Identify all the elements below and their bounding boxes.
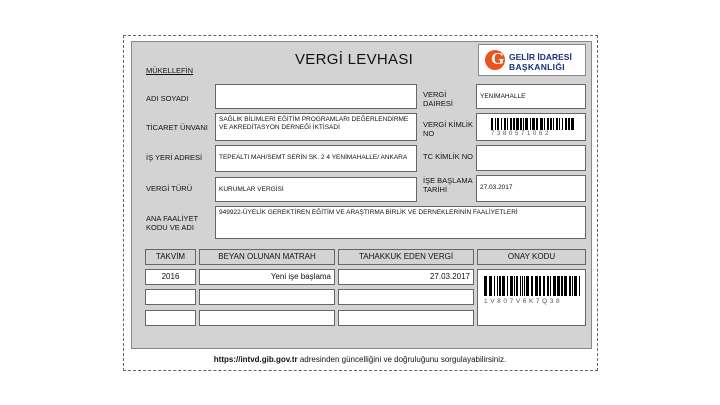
field-ticaret-unvani: SAĞLIK BİLİMLERİ EĞİTİM PROGRAMLARI DEĞERLENDİRME VE AKREDİTASYON DERNEĞİ İKTİSADİ: [215, 113, 417, 141]
barcode-bar: [520, 276, 521, 296]
field-vergi-turu: KURUMLAR VERGİSİ: [215, 177, 417, 202]
label-vergi-dairesi: VERGİ DAİRESİ: [423, 90, 454, 108]
table-cell-takvim: 2016: [145, 269, 196, 285]
barcode-bar: [507, 118, 508, 130]
label-adi-soyadi: ADI SOYADI: [146, 94, 189, 103]
barcode-bar: [572, 276, 573, 296]
barcode-bar: [562, 118, 563, 130]
footer-note: [0, 355, 720, 364]
barcode-bar: [543, 276, 545, 296]
barcode-bar: [495, 118, 496, 130]
gib-logo-letter: G: [491, 49, 505, 68]
barcode-bar: [499, 276, 501, 296]
barcode-bar: [564, 276, 567, 296]
barcode-bar: [501, 118, 502, 130]
barcode-bar: [569, 276, 571, 296]
barcode-bar: [502, 276, 505, 296]
barcode-bar: [553, 276, 556, 296]
barcode-bar: [539, 276, 541, 296]
barcode-bar: [544, 118, 545, 130]
onay-kodu-digits: 1 V 8 0 7 V 6 K 7 Q 3 8: [484, 298, 561, 305]
label-ise-baslama-tarihi: İŞE BAŞLAMA TARİHİ: [423, 176, 473, 194]
onay-kodu-barcode: [477, 269, 586, 326]
gib-logo: [478, 44, 586, 76]
footer-url[interactable]: https://intvd.gib.gov.tr: [213, 355, 298, 364]
field-is-yeri-adresi: TEPEALTI MAH/SEMT SERİN SK. 2 4 YENİMAHALLE/ ANKARA: [215, 145, 417, 172]
barcode-bar: [497, 276, 498, 296]
barcode-bar: [532, 118, 535, 130]
barcode-bar: [516, 276, 518, 296]
barcode-bar: [494, 276, 495, 296]
label-tc-kimlik-no: TC KİMLİK NO: [423, 152, 474, 161]
footer-text: adresinden güncelliğini ve doğruluğunu sorgulayabilirsiniz.: [297, 355, 507, 364]
barcode-bar: [520, 118, 522, 130]
barcode-bar: [568, 118, 570, 130]
barcode-bar: [553, 118, 554, 130]
barcode-bar: [550, 276, 551, 296]
barcode-bar: [513, 118, 515, 130]
barcode-bar: [565, 118, 567, 130]
barcode-bar: [510, 276, 513, 296]
field-ise-baslama-tarihi: 27.03.2017: [476, 175, 586, 202]
barcode-bar: [522, 276, 523, 296]
label-vergi-turu: VERGİ TÜRÜ: [146, 184, 193, 193]
barcode-bar: [484, 276, 487, 296]
barcode-bar: [526, 276, 529, 296]
table-cell-tahakkuk: 27.03.2017: [338, 269, 474, 285]
header-beyan-matrah: BEYAN OLUNAN MATRAH: [199, 249, 335, 265]
barcode-bar: [525, 118, 528, 130]
taxpayer-heading: MÜKELLEFİN: [146, 66, 194, 75]
barcode-bar: [491, 118, 493, 130]
barcode-bar: [579, 276, 580, 296]
table-cell-matrah: [199, 310, 335, 326]
barcode-bar: [497, 118, 499, 130]
barcode-bar: [523, 118, 524, 130]
label-is-yeri-adresi: İŞ YERİ ADRESİ: [146, 153, 203, 162]
label-ana-faaliyet: ANA FAALİYET KODU VE ADI: [146, 214, 198, 232]
vkn-barcode: [476, 113, 586, 141]
table-cell-takvim: [145, 310, 196, 326]
barcode-bar: [504, 118, 506, 130]
vkn-barcode-digits: 7 3 8 0 5 7 1 0 6 2: [491, 131, 549, 137]
label-ticaret-unvani: TİCARET ÜNVANI: [146, 123, 208, 132]
barcode-bar: [559, 118, 560, 130]
label-vergi-kimlik-no: VERGİ KİMLİK NO: [423, 120, 474, 138]
header-onay-kodu: ONAY KODU: [477, 249, 586, 265]
barcode-bar: [571, 118, 574, 130]
field-adi-soyadi: [215, 84, 417, 109]
field-vergi-dairesi: YENİMAHALLE: [476, 84, 586, 109]
table-cell-takvim: [145, 289, 196, 305]
barcode-bar: [516, 118, 519, 130]
gib-logo-line2: BAŞKANLIĞI: [509, 62, 565, 72]
table-cell-tahakkuk: [338, 289, 474, 305]
header-takvim: TAKVİM: [145, 249, 196, 265]
barcode-bar: [535, 276, 538, 296]
barcode-bar: [510, 118, 512, 130]
table-cell-matrah: [199, 289, 335, 305]
barcode-bar: [507, 276, 508, 296]
barcode-bar: [489, 276, 492, 296]
barcode-bar: [536, 118, 538, 130]
barcode-bar: [557, 276, 560, 296]
field-ana-faaliyet: 949922-ÜYELİK GEREKTİREN EĞİTİM VE ARAŞTIRMA BİRLİK VE DERNEKLERİNİN FAALİYETLERİ: [215, 206, 586, 239]
header-tahakkuk-vergi: TAHAKKUK EDEN VERGİ: [338, 249, 474, 265]
barcode-bar: [514, 276, 515, 296]
barcode-bar: [524, 276, 525, 296]
table-cell-matrah: Yeni işe başlama: [199, 269, 335, 285]
barcode-bar: [574, 276, 577, 296]
field-tc-kimlik-no: [476, 145, 586, 171]
barcode-bar: [561, 276, 563, 296]
barcode-bar: [531, 276, 533, 296]
document-title: VERGİ LEVHASI: [295, 51, 414, 68]
barcode-bar: [556, 118, 558, 130]
gib-logo-line1: GELİR İDARESİ: [509, 52, 572, 62]
barcode-bar: [547, 118, 549, 130]
barcode-bar: [550, 118, 552, 130]
barcode-bar: [547, 276, 549, 296]
table-cell-tahakkuk: [338, 310, 474, 326]
barcode-bar: [530, 118, 531, 130]
barcode-bar: [540, 118, 543, 130]
